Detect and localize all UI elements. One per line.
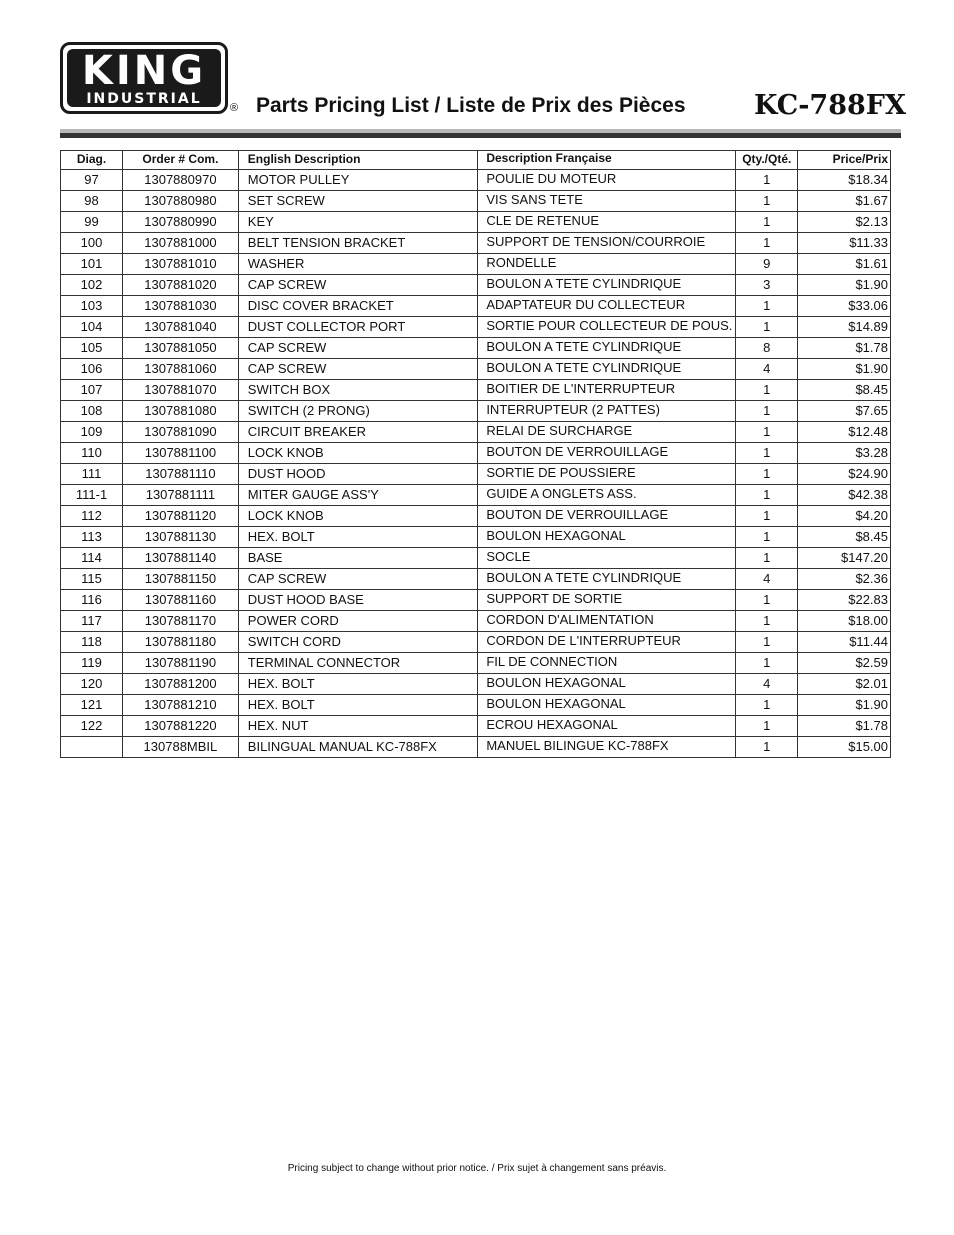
cell-quantity: 1 (736, 653, 798, 674)
cell-english-description: HEX. BOLT (238, 695, 478, 716)
cell-price: $14.89 (798, 317, 891, 338)
cell-price: $15.00 (798, 737, 891, 758)
cell-english-description: TERMINAL CONNECTOR (238, 653, 478, 674)
cell-quantity: 1 (736, 716, 798, 737)
cell-price: $3.28 (798, 443, 891, 464)
cell-french-description: FIL DE CONNECTION (478, 653, 736, 674)
cell-quantity: 1 (736, 317, 798, 338)
cell-price: $1.90 (798, 275, 891, 296)
table-row (61, 191, 891, 212)
cell-english-description: CAP SCREW (238, 275, 478, 296)
cell-english-description: POWER CORD (238, 611, 478, 632)
cell-english-description: BELT TENSION BRACKET (238, 233, 478, 254)
cell-order-number: 1307881010 (123, 254, 239, 275)
cell-diag: 103 (61, 296, 123, 317)
cell-french-description: BOULON A TETE CYLINDRIQUE (478, 338, 736, 359)
cell-english-description: MOTOR PULLEY (238, 170, 478, 191)
cell-english-description: HEX. NUT (238, 716, 478, 737)
table-row (61, 443, 891, 464)
cell-price: $18.34 (798, 170, 891, 191)
cell-french-description: BOULON A TETE CYLINDRIQUE (478, 359, 736, 380)
cell-price: $1.90 (798, 359, 891, 380)
cell-english-description: CAP SCREW (238, 359, 478, 380)
cell-english-description: KEY (238, 212, 478, 233)
cell-order-number: 1307881060 (123, 359, 239, 380)
cell-french-description: RELAI DE SURCHARGE (478, 422, 736, 443)
cell-french-description: CLE DE RETENUE (478, 212, 736, 233)
cell-french-description: INTERRUPTEUR (2 PATTES) (478, 401, 736, 422)
cell-quantity: 1 (736, 443, 798, 464)
table-row (61, 674, 891, 695)
table-row (61, 338, 891, 359)
parts-pricing-table (60, 150, 891, 758)
cell-order-number: 1307881110 (123, 464, 239, 485)
cell-diag: 121 (61, 695, 123, 716)
cell-price: $147.20 (798, 548, 891, 569)
cell-french-description: POULIE DU MOTEUR (478, 170, 736, 191)
cell-quantity: 4 (736, 674, 798, 695)
cell-price: $24.90 (798, 464, 891, 485)
table-row (61, 275, 891, 296)
cell-order-number: 1307881120 (123, 506, 239, 527)
cell-price: $22.83 (798, 590, 891, 611)
cell-diag: 108 (61, 401, 123, 422)
cell-quantity: 1 (736, 527, 798, 548)
cell-order-number: 1307881140 (123, 548, 239, 569)
table-row (61, 611, 891, 632)
cell-diag: 114 (61, 548, 123, 569)
cell-french-description: ADAPTATEUR DU COLLECTEUR (478, 296, 736, 317)
king-industrial-logo (60, 42, 228, 114)
cell-english-description: SWITCH (2 PRONG) (238, 401, 478, 422)
table-row (61, 464, 891, 485)
cell-order-number: 1307881190 (123, 653, 239, 674)
cell-quantity: 1 (736, 422, 798, 443)
cell-diag: 106 (61, 359, 123, 380)
cell-french-description: SUPPORT DE TENSION/COURROIE (478, 233, 736, 254)
cell-diag: 117 (61, 611, 123, 632)
cell-english-description: DUST HOOD BASE (238, 590, 478, 611)
cell-french-description: BOULON HEXAGONAL (478, 674, 736, 695)
table-row (61, 317, 891, 338)
cell-price: $1.90 (798, 695, 891, 716)
cell-order-number: 1307881111 (123, 485, 239, 506)
cell-quantity: 8 (736, 338, 798, 359)
cell-quantity: 4 (736, 569, 798, 590)
cell-quantity: 1 (736, 296, 798, 317)
table-row (61, 485, 891, 506)
logo-subword: INDUSTRIAL (86, 91, 202, 107)
cell-price: $7.65 (798, 401, 891, 422)
cell-order-number: 1307881130 (123, 527, 239, 548)
cell-diag: 122 (61, 716, 123, 737)
table-row (61, 716, 891, 737)
cell-diag: 99 (61, 212, 123, 233)
cell-english-description: SWITCH CORD (238, 632, 478, 653)
cell-price: $11.44 (798, 632, 891, 653)
table-row (61, 548, 891, 569)
cell-english-description: MITER GAUGE ASS'Y (238, 485, 478, 506)
table-row (61, 527, 891, 548)
cell-order-number: 1307881080 (123, 401, 239, 422)
cell-order-number: 1307881040 (123, 317, 239, 338)
cell-order-number: 1307881050 (123, 338, 239, 359)
cell-order-number: 1307881200 (123, 674, 239, 695)
cell-quantity: 1 (736, 695, 798, 716)
cell-diag: 119 (61, 653, 123, 674)
cell-diag: 112 (61, 506, 123, 527)
cell-english-description: CAP SCREW (238, 569, 478, 590)
table-header-row (61, 151, 891, 170)
cell-french-description: BOULON HEXAGONAL (478, 527, 736, 548)
table-row (61, 233, 891, 254)
cell-english-description: HEX. BOLT (238, 674, 478, 695)
cell-diag: 101 (61, 254, 123, 275)
cell-diag: 105 (61, 338, 123, 359)
cell-diag: 111 (61, 464, 123, 485)
cell-order-number: 1307881020 (123, 275, 239, 296)
cell-french-description: SORTIE POUR COLLECTEUR DE POUS. (478, 317, 736, 338)
cell-quantity: 1 (736, 380, 798, 401)
cell-price: $11.33 (798, 233, 891, 254)
cell-english-description: CAP SCREW (238, 338, 478, 359)
cell-order-number: 1307881170 (123, 611, 239, 632)
cell-price: $1.61 (798, 254, 891, 275)
cell-order-number: 1307880990 (123, 212, 239, 233)
cell-price: $1.78 (798, 716, 891, 737)
column-header-french-description: Description Française (478, 151, 736, 170)
cell-price: $2.36 (798, 569, 891, 590)
cell-quantity: 1 (736, 401, 798, 422)
cell-diag: 102 (61, 275, 123, 296)
column-header-quantity: Qty./Qté. (736, 151, 798, 170)
cell-french-description: BOULON A TETE CYLINDRIQUE (478, 569, 736, 590)
cell-french-description: BOUTON DE VERROUILLAGE (478, 506, 736, 527)
cell-order-number: 1307881090 (123, 422, 239, 443)
logo-word: KING (81, 48, 207, 94)
cell-quantity: 1 (736, 548, 798, 569)
cell-french-description: BOITIER DE L'INTERRUPTEUR (478, 380, 736, 401)
column-header-order-number: Order # Com. (123, 151, 239, 170)
cell-diag (61, 737, 123, 758)
cell-diag: 110 (61, 443, 123, 464)
cell-quantity: 1 (736, 590, 798, 611)
cell-quantity: 1 (736, 506, 798, 527)
cell-quantity: 1 (736, 170, 798, 191)
column-header-diag: Diag. (61, 151, 123, 170)
cell-price: $18.00 (798, 611, 891, 632)
table-row (61, 569, 891, 590)
cell-order-number: 1307881210 (123, 695, 239, 716)
cell-quantity: 3 (736, 275, 798, 296)
cell-diag: 109 (61, 422, 123, 443)
cell-english-description: DUST COLLECTOR PORT (238, 317, 478, 338)
cell-price: $4.20 (798, 506, 891, 527)
cell-price: $33.06 (798, 296, 891, 317)
cell-diag: 111-1 (61, 485, 123, 506)
cell-order-number: 1307881180 (123, 632, 239, 653)
cell-french-description: SORTIE DE POUSSIERE (478, 464, 736, 485)
cell-diag: 98 (61, 191, 123, 212)
cell-price: $12.48 (798, 422, 891, 443)
table-row (61, 401, 891, 422)
cell-quantity: 1 (736, 212, 798, 233)
cell-order-number: 1307881000 (123, 233, 239, 254)
column-header-price: Price/Prix (798, 151, 891, 170)
cell-french-description: RONDELLE (478, 254, 736, 275)
cell-french-description: ECROU HEXAGONAL (478, 716, 736, 737)
cell-french-description: MANUEL BILINGUE KC-788FX (478, 737, 736, 758)
cell-french-description: BOULON A TETE CYLINDRIQUE (478, 275, 736, 296)
table-row (61, 296, 891, 317)
cell-order-number: 1307880980 (123, 191, 239, 212)
table-row (61, 359, 891, 380)
column-header-english-description: English Description (238, 151, 478, 170)
cell-diag: 120 (61, 674, 123, 695)
cell-order-number: 130788MBIL (123, 737, 239, 758)
cell-french-description: SUPPORT DE SORTIE (478, 590, 736, 611)
cell-english-description: CIRCUIT BREAKER (238, 422, 478, 443)
cell-diag: 116 (61, 590, 123, 611)
cell-english-description: LOCK KNOB (238, 443, 478, 464)
table-row (61, 170, 891, 191)
cell-english-description: DUST HOOD (238, 464, 478, 485)
cell-english-description: LOCK KNOB (238, 506, 478, 527)
cell-diag: 118 (61, 632, 123, 653)
cell-english-description: SET SCREW (238, 191, 478, 212)
cell-price: $8.45 (798, 527, 891, 548)
cell-diag: 97 (61, 170, 123, 191)
table-row (61, 422, 891, 443)
cell-french-description: BOUTON DE VERROUILLAGE (478, 443, 736, 464)
cell-diag: 115 (61, 569, 123, 590)
cell-order-number: 1307881100 (123, 443, 239, 464)
table-row (61, 380, 891, 401)
cell-order-number: 1307881070 (123, 380, 239, 401)
cell-price: $1.78 (798, 338, 891, 359)
cell-english-description: WASHER (238, 254, 478, 275)
pricing-disclaimer: Pricing subject to change without prior notice. / Prix sujet à changement sans préavis. (287, 1163, 667, 1174)
table-body (61, 170, 891, 758)
cell-english-description: SWITCH BOX (238, 380, 478, 401)
cell-diag: 107 (61, 380, 123, 401)
cell-price: $2.13 (798, 212, 891, 233)
cell-order-number: 1307881030 (123, 296, 239, 317)
cell-diag: 104 (61, 317, 123, 338)
table-row (61, 590, 891, 611)
cell-quantity: 1 (736, 611, 798, 632)
cell-price: $1.67 (798, 191, 891, 212)
cell-price: $42.38 (798, 485, 891, 506)
cell-french-description: VIS SANS TETE (478, 191, 736, 212)
cell-french-description: CORDON D'ALIMENTATION (478, 611, 736, 632)
table-row (61, 737, 891, 758)
registered-mark: ® (230, 102, 239, 114)
cell-quantity: 1 (736, 632, 798, 653)
header-divider-dark (60, 133, 901, 138)
cell-order-number: 1307881150 (123, 569, 239, 590)
cell-quantity: 4 (736, 359, 798, 380)
table-row (61, 695, 891, 716)
table-row (61, 254, 891, 275)
cell-quantity: 1 (736, 464, 798, 485)
page-title: Parts Pricing List / Liste de Prix des Pièces (256, 94, 686, 117)
table-row (61, 653, 891, 674)
cell-french-description: BOULON HEXAGONAL (478, 695, 736, 716)
cell-quantity: 9 (736, 254, 798, 275)
table-row (61, 632, 891, 653)
table-row (61, 212, 891, 233)
cell-price: $2.59 (798, 653, 891, 674)
cell-order-number: 1307880970 (123, 170, 239, 191)
logo-badge (67, 49, 221, 107)
cell-order-number: 1307881160 (123, 590, 239, 611)
cell-diag: 100 (61, 233, 123, 254)
cell-english-description: BASE (238, 548, 478, 569)
cell-price: $2.01 (798, 674, 891, 695)
table-row (61, 506, 891, 527)
cell-price: $8.45 (798, 380, 891, 401)
cell-english-description: BILINGUAL MANUAL KC-788FX (238, 737, 478, 758)
cell-quantity: 1 (736, 191, 798, 212)
cell-quantity: 1 (736, 737, 798, 758)
cell-french-description: GUIDE A ONGLETS ASS. (478, 485, 736, 506)
cell-diag: 113 (61, 527, 123, 548)
cell-english-description: HEX. BOLT (238, 527, 478, 548)
cell-french-description: SOCLE (478, 548, 736, 569)
cell-order-number: 1307881220 (123, 716, 239, 737)
model-number: KC-788FX (754, 90, 906, 121)
cell-quantity: 1 (736, 233, 798, 254)
cell-english-description: DISC COVER BRACKET (238, 296, 478, 317)
cell-french-description: CORDON DE L'INTERRUPTEUR (478, 632, 736, 653)
cell-quantity: 1 (736, 485, 798, 506)
